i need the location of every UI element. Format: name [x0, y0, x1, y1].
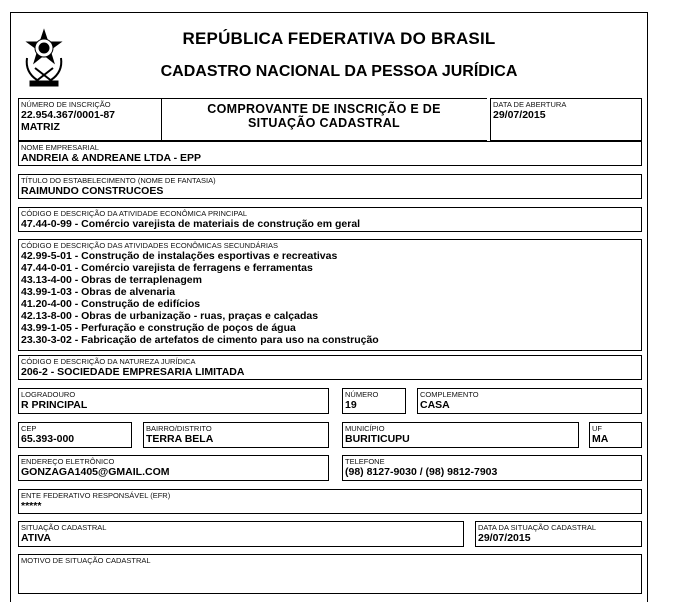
field-label: CÓDIGO E DESCRIÇÃO DA NATUREZA JURÍDICA: [21, 357, 196, 366]
email-box: [18, 455, 329, 481]
field-label: TÍTULO DO ESTABELECIMENTO (NOME DE FANTASIA): [21, 176, 216, 185]
trade-name-box: [18, 174, 642, 199]
phone-box: [342, 455, 642, 481]
secondary-activity-item: 42.13-8-00 - Obras de urbanização - ruas, praças e calçadas: [21, 310, 319, 322]
state-box: [589, 422, 642, 448]
field-label: NÚMERO DE INSCRIÇÃO: [21, 100, 111, 109]
field-label: DATA DA SITUAÇÃO CADASTRAL: [478, 523, 597, 532]
secondary-activity-item: 47.44-0-01 - Comércio varejista de ferragens e ferramentas: [21, 262, 313, 274]
secondary-activity-item: 43.99-1-05 - Perfuração e construção de poços de água: [21, 322, 296, 334]
number-box: [342, 388, 406, 414]
efr-box: [18, 489, 642, 514]
city-value: BURITICUPU: [345, 433, 410, 445]
legal-nature-box: [18, 355, 642, 380]
postal-code-value: 65.393-000: [21, 433, 75, 445]
postal-code-box: [18, 422, 132, 448]
secondary-activity-item: 42.99-5-01 - Construção de instalações esportivas e recreativas: [21, 250, 338, 262]
secondary-activities-box: [18, 239, 642, 351]
efr-value: *****: [21, 500, 42, 512]
email-value: GONZAGA1405@GMAIL.COM: [21, 466, 170, 478]
field-label: NÚMERO: [345, 390, 379, 399]
field-label: DATA DE ABERTURA: [493, 100, 567, 109]
document-heading: [161, 98, 487, 141]
field-label: TELEFONE: [345, 457, 385, 466]
field-label: ENTE FEDERATIVO RESPONSÁVEL (EFR): [21, 491, 171, 500]
field-label: UF: [592, 424, 602, 433]
secondary-activity-item: 43.13-4-00 - Obras de terraplenagem: [21, 274, 202, 286]
field-label: SITUAÇÃO CADASTRAL: [21, 523, 107, 532]
district-value: TERRA BELA: [146, 433, 214, 445]
inscription-number-box: [18, 98, 162, 141]
registration-status-value: ATIVA: [21, 532, 51, 544]
field-label: LOGRADOURO: [21, 390, 76, 399]
field-label: COMPLEMENTO: [420, 390, 479, 399]
street-box: [18, 388, 329, 414]
status-date-box: [475, 521, 642, 547]
secondary-activity-item: 43.99-1-03 - Obras de alvenaria: [21, 286, 176, 298]
field-label: ENDEREÇO ELETRÔNICO: [21, 457, 115, 466]
company-name-value: ANDREIA & ANDREANE LTDA - EPP: [21, 152, 202, 164]
city-box: [342, 422, 579, 448]
registration-status-box: [18, 521, 464, 547]
complement-box: [417, 388, 642, 414]
secondary-activity-item: 41.20-4-00 - Construção de edifícios: [21, 298, 201, 310]
main-activity-box: [18, 207, 642, 232]
field-label: MOTIVO DE SITUAÇÃO CADASTRAL: [21, 556, 151, 565]
secondary-activity-item: 23.30-3-02 - Fabricação de artefatos de cimento para uso na construção: [21, 334, 379, 346]
field-label: CEP: [21, 424, 37, 433]
number-value: 19: [345, 399, 357, 411]
field-label: BAIRRO/DISTRITO: [146, 424, 212, 433]
opening-date-value: 29/07/2015: [493, 109, 546, 121]
field-label: CÓDIGO E DESCRIÇÃO DA ATIVIDADE ECONÔMICA PRINCIPAL: [21, 209, 248, 218]
opening-date-box: [490, 98, 642, 141]
district-box: [143, 422, 329, 448]
street-value: R PRINCIPAL: [21, 399, 88, 411]
document-page: [10, 12, 648, 602]
document-title: REPÚBLICA FEDERATIVA DO BRASIL: [182, 29, 496, 48]
status-reason-box: [18, 554, 642, 594]
status-date-value: 29/07/2015: [478, 532, 531, 544]
phone-value: (98) 8127-9030 / (98) 9812-7903: [345, 466, 498, 478]
field-label: CÓDIGO E DESCRIÇÃO DAS ATIVIDADES ECONÔMICAS SECUNDÁRIAS: [21, 241, 278, 250]
main-activity-value: 47.44-0-99 - Comércio varejista de materiais de construção em geral: [21, 218, 361, 230]
field-label: NOME EMPRESARIAL: [21, 143, 99, 152]
document-subtitle: CADASTRO NACIONAL DA PESSOA JURÍDICA: [160, 63, 518, 80]
heading-line-2: SITUAÇÃO CADASTRAL: [248, 116, 400, 130]
legal-nature-value: 206-2 - SOCIEDADE EMPRESARIA LIMITADA: [21, 366, 245, 378]
establishment-type: MATRIZ: [21, 121, 60, 133]
field-label: MUNICÍPIO: [345, 424, 385, 433]
trade-name-value: RAIMUNDO CONSTRUCOES: [21, 185, 164, 197]
heading-line-1: COMPROVANTE DE INSCRIÇÃO E DE: [207, 102, 441, 116]
state-value: MA: [592, 433, 609, 445]
cnpj-value: 22.954.367/0001-87: [21, 109, 116, 121]
company-name-box: [18, 141, 642, 166]
complement-value: CASA: [420, 399, 450, 411]
